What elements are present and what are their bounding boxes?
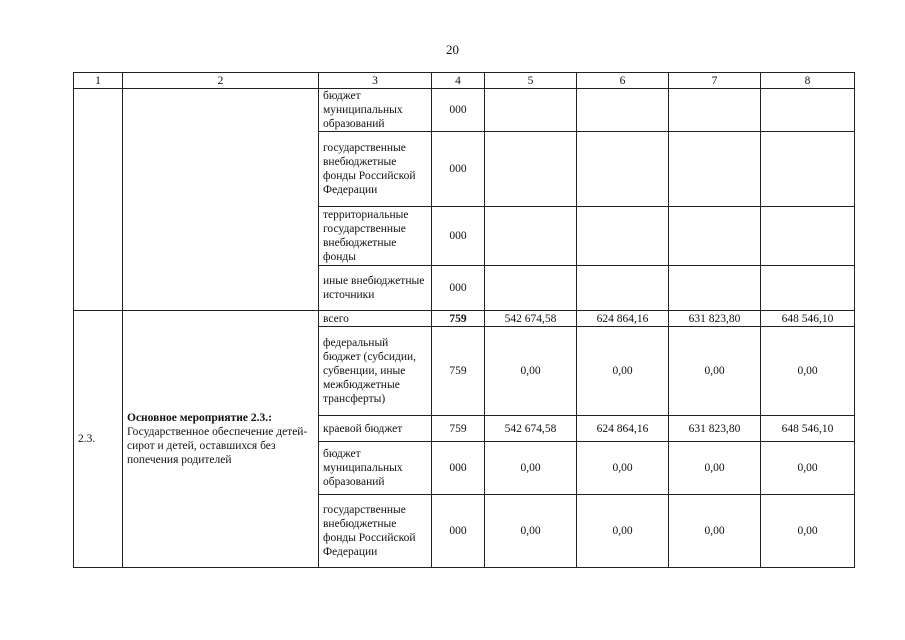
value-cell	[669, 89, 761, 132]
value-cell	[577, 207, 669, 266]
value-cell	[669, 266, 761, 311]
value-cell: 0,00	[761, 327, 855, 416]
value-cell: 0,00	[577, 495, 669, 568]
value-cell	[761, 132, 855, 207]
activity-description: Государственное обеспечение детей-сирот и детей, оставшихся без попечения родителей	[127, 426, 308, 466]
value-cell	[577, 132, 669, 207]
value-cell	[577, 89, 669, 132]
value-cell: 0,00	[485, 495, 577, 568]
value-cell: 0,00	[761, 442, 855, 495]
value-cell: 648 546,10	[761, 416, 855, 442]
value-cell	[669, 207, 761, 266]
header-row	[74, 73, 855, 89]
value-cell	[761, 89, 855, 132]
number-cell-empty	[74, 89, 123, 311]
source-cell: иные внебюджетные источники	[319, 266, 432, 311]
activity-title: Основное мероприятие 2.3.:	[127, 412, 272, 424]
value-cell	[485, 132, 577, 207]
code-cell: 000	[432, 132, 485, 207]
value-cell: 0,00	[485, 442, 577, 495]
value-cell	[761, 207, 855, 266]
value-cell: 631 823,80	[669, 416, 761, 442]
code-cell: 000	[432, 442, 485, 495]
code-cell: 000	[432, 207, 485, 266]
source-cell: краевой бюджет	[319, 416, 432, 442]
source-cell: всего	[319, 311, 432, 327]
value-cell	[485, 266, 577, 311]
value-cell: 0,00	[669, 442, 761, 495]
source-cell: федеральный бюджет (субсидии, субвенции, иные межбюджетные трансферты)	[319, 327, 432, 416]
table-row	[74, 311, 855, 327]
value-cell: 542 674,58	[485, 416, 577, 442]
activity-cell-empty	[123, 89, 319, 311]
value-cell: 0,00	[577, 327, 669, 416]
value-cell: 0,00	[669, 495, 761, 568]
value-cell: 0,00	[669, 327, 761, 416]
code-cell: 759	[432, 327, 485, 416]
value-cell	[669, 132, 761, 207]
code-cell: 759	[432, 416, 485, 442]
col-header-5: 5	[485, 73, 577, 89]
value-cell: 0,00	[485, 327, 577, 416]
code-cell: 000	[432, 495, 485, 568]
code-cell: 000	[432, 266, 485, 311]
value-cell: 542 674,58	[485, 311, 577, 327]
value-cell	[485, 89, 577, 132]
activity-description-cell	[123, 311, 319, 568]
value-cell	[761, 266, 855, 311]
source-cell: бюджет муниципальных образований	[319, 89, 432, 132]
col-header-1: 1	[74, 73, 123, 89]
value-cell: 624 864,16	[577, 311, 669, 327]
source-cell: государственные внебюджетные фонды Российской Федерации	[319, 132, 432, 207]
col-header-7: 7	[669, 73, 761, 89]
value-cell	[485, 207, 577, 266]
col-header-4: 4	[432, 73, 485, 89]
col-header-2: 2	[123, 73, 319, 89]
code-cell: 759	[432, 311, 485, 327]
value-cell: 648 546,10	[761, 311, 855, 327]
code-cell: 000	[432, 89, 485, 132]
source-cell: государственные внебюджетные фонды Российской Федерации	[319, 495, 432, 568]
table-row	[74, 89, 855, 132]
budget-table	[73, 72, 855, 568]
source-cell: бюджет муниципальных образований	[319, 442, 432, 495]
col-header-3: 3	[319, 73, 432, 89]
value-cell	[577, 266, 669, 311]
value-cell: 631 823,80	[669, 311, 761, 327]
value-cell: 0,00	[761, 495, 855, 568]
page-number: 20	[446, 42, 459, 57]
value-cell: 0,00	[577, 442, 669, 495]
col-header-8: 8	[761, 73, 855, 89]
col-header-6: 6	[577, 73, 669, 89]
section-number: 2.3.	[74, 311, 123, 568]
value-cell: 624 864,16	[577, 416, 669, 442]
source-cell: территориальные государственные внебюджетные фонды	[319, 207, 432, 266]
